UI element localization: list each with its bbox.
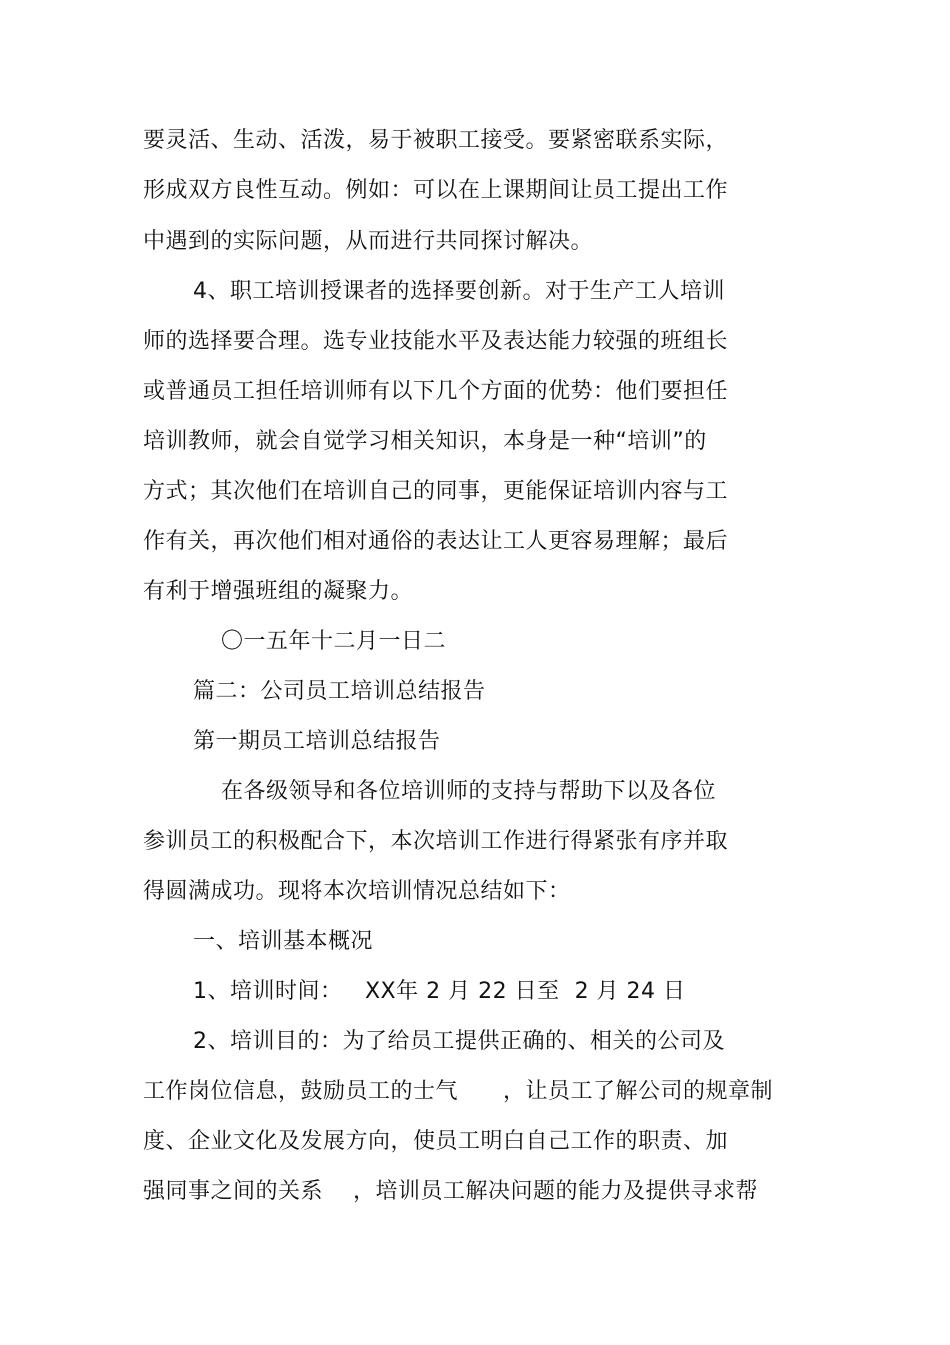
training-time-line: 1、培训时间： XX年 2 月 22 日至 2 月 24 日 [193, 979, 686, 1004]
section-heading-part2: 篇二：公司员工培训总结报告 [193, 679, 486, 704]
text-line-14: 在各级领导和各位培训师的支持与帮助下以及各位 [221, 779, 717, 804]
text-line-9: 作有关，再次他们相对通俗的表达让工人更容易理解；最后 [143, 529, 729, 554]
text-line-1: 要灵活、生动、活泼，易于被职工接受。要紧密联系实际， [143, 128, 729, 153]
text-line-6: 或普通员工担任培训师有以下几个方面的优势：他们要担任 [143, 379, 729, 404]
text-line-8: 方式；其次他们在培训自己的同事，更能保证培训内容与工 [143, 479, 729, 504]
text-line-3: 中遇到的实际问题，从而进行共同探讨解决。 [143, 229, 594, 254]
text-line-22: 强同事之间的关系 ，培训员工解决问题的能力及提供寻求帮 [143, 1179, 758, 1204]
text-line-4: 4、职工培训授课者的选择要创新。对于生产工人培训 [193, 279, 725, 304]
text-line-7: 培训教师，就会自觉学习相关知识，本身是一种“培训”的 [143, 429, 707, 454]
text-line-20: 工作岗位信息，鼓励员工的士气 ，让员工了解公司的规章制 [143, 1079, 773, 1104]
subsection-heading-overview: 一、培训基本概况 [193, 929, 374, 954]
report-title: 第一期员工培训总结报告 [193, 729, 441, 754]
text-line-16: 得圆满成功。现将本次培训情况总结如下： [143, 879, 571, 904]
text-line-21: 度、企业文化及发展方向，使员工明白自己工作的职责、加 [143, 1129, 729, 1154]
text-line-2: 形成双方良性互动。例如：可以在上课期间让员工提出工作 [143, 178, 729, 203]
text-line-10: 有利于增强班组的凝聚力。 [143, 579, 414, 604]
training-purpose-line: 2、培训目的：为了给员工提供正确的、相关的公司及 [193, 1029, 725, 1054]
date-line: 〇一五年十二月一日二 [221, 629, 447, 654]
text-line-15: 参训员工的积极配合下，本次培训工作进行得紧张有序并取 [143, 829, 729, 854]
text-line-5: 师的选择要合理。选专业技能水平及表达能力较强的班组长 [143, 329, 729, 354]
